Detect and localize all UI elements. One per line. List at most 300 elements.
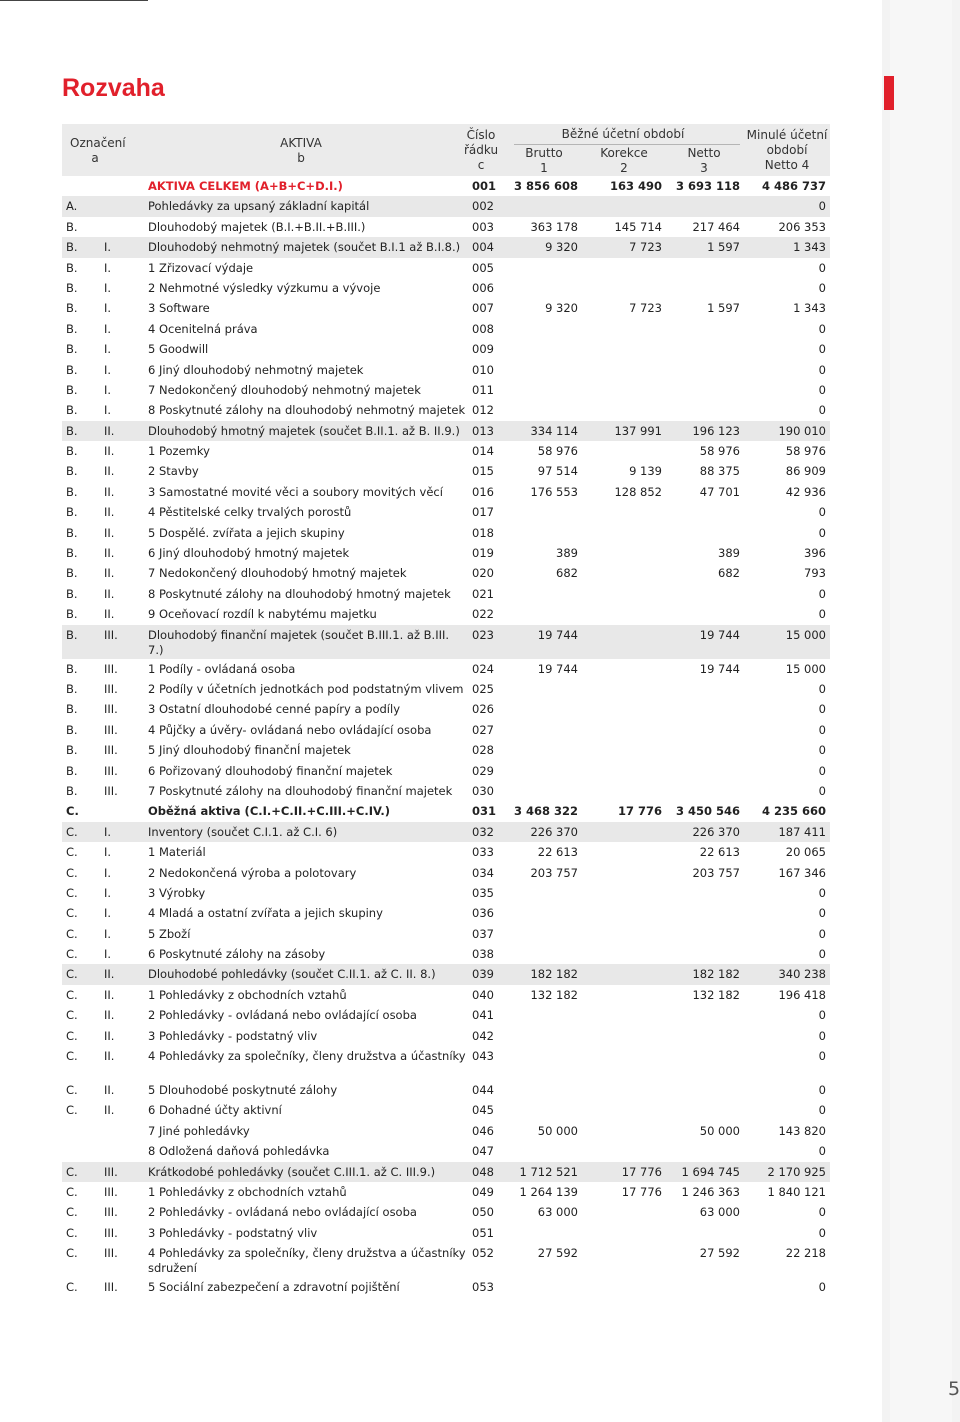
cell-oznaceni: C. [66,1049,78,1064]
cell-oznaceni: C. [66,1083,78,1098]
cell-aktiva-name: 2 Nehmotné výsledky výzkumu a vývoje [148,280,381,295]
table-row [62,801,830,821]
cell-minule: 0 [818,1008,826,1023]
cell-oznaceni: C. [66,865,78,880]
cell-minule: 20 065 [785,845,826,860]
cell-minule: 0 [818,906,826,921]
table-row [62,1005,830,1025]
cell-radek: 052 [472,1246,494,1261]
cell-netto: 1 246 363 [681,1184,740,1199]
cell-brutto: 182 182 [530,967,578,982]
table-row [62,1100,830,1120]
cell-radek: 040 [472,987,494,1002]
cell-oznaceni: B. [66,525,78,540]
cell-brutto: 27 592 [537,1246,578,1261]
cell-minule: 0 [818,1205,826,1220]
table-row [62,761,830,781]
table-row [62,625,830,659]
table-row [62,421,830,441]
cell-subgroup: II. [104,987,115,1002]
cell-minule: 0 [818,1083,826,1098]
cell-netto: 1 597 [707,240,740,255]
cell-oznaceni: B. [66,627,78,642]
top-rule [0,0,148,1]
cell-radek: 035 [472,885,494,900]
cell-radek: 010 [472,362,494,377]
cell-aktiva-name: 2 Stavby [148,464,199,479]
cell-subgroup: III. [104,722,118,737]
cell-aktiva-name: 4 Pohledávky za společníky, členy družstva a účastníky [148,1049,466,1064]
header-brutto: Brutto 1 [525,146,563,175]
cell-minule: 4 235 660 [761,804,826,819]
cell-radek: 022 [472,607,494,622]
cell-oznaceni: C. [66,987,78,1002]
cell-subgroup: III. [104,661,118,676]
cell-brutto: 9 320 [545,240,578,255]
cell-subgroup: III. [104,783,118,798]
cell-korekce: 137 991 [614,423,662,438]
cell-aktiva-name: 2 Nedokončená výroba a polotovary [148,865,357,880]
cell-subgroup: III. [104,1280,118,1295]
cell-brutto: 3 856 608 [513,179,578,193]
cell-brutto: 363 178 [530,219,578,234]
cell-netto: 63 000 [699,1205,740,1220]
table-row [62,842,830,862]
cell-oznaceni: B. [66,566,78,581]
cell-brutto: 682 [556,566,578,581]
cell-aktiva-name: 3 Pohledávky - podstatný vliv [148,1028,318,1043]
cell-minule: 0 [818,1144,826,1159]
cell-brutto: 63 000 [537,1205,578,1220]
cell-aktiva-name: 3 Výrobky [148,885,206,900]
table-row [62,196,830,216]
cell-minule: 4 486 737 [761,179,826,193]
cell-oznaceni: C. [66,1225,78,1240]
table-row [62,482,830,502]
cell-korekce: 7 723 [629,301,662,316]
table-row [62,563,830,583]
cell-minule: 0 [818,1225,826,1240]
cell-oznaceni: B. [66,722,78,737]
cell-oznaceni: C. [66,1246,78,1261]
cell-subgroup: I. [104,824,112,839]
cell-brutto: 1 264 139 [519,1184,578,1199]
cell-minule: 0 [818,362,826,377]
cell-subgroup: II. [104,1103,115,1118]
cell-radek: 041 [472,1008,494,1023]
cell-oznaceni: B. [66,362,78,377]
cell-minule: 0 [818,743,826,758]
cell-minule: 143 820 [778,1123,826,1138]
cell-brutto: 50 000 [537,1123,578,1138]
header-aktiva: AKTIVA b [280,136,322,165]
cell-minule: 340 238 [778,967,826,982]
cell-netto: 196 123 [692,423,740,438]
cell-aktiva-name: Dlouhodobý hmotný majetek (součet B.II.1. až B. II.9.) [148,423,460,438]
cell-radek: 003 [472,219,494,234]
cell-brutto: 176 553 [530,484,578,499]
cell-radek: 019 [472,546,494,561]
cell-aktiva-name: 2 Pohledávky - ovládaná nebo ovládající osoba [148,1008,417,1023]
cell-subgroup: II. [104,1049,115,1064]
cell-radek: 037 [472,926,494,941]
cell-minule: 58 976 [785,444,826,459]
cell-netto: 22 613 [699,845,740,860]
cell-netto: 88 375 [699,464,740,479]
table-row [62,1277,830,1297]
cell-subgroup: II. [104,444,115,459]
cell-radek: 047 [472,1144,494,1159]
cell-oznaceni: C. [66,885,78,900]
cell-radek: 009 [472,342,494,357]
table-row [62,1162,830,1182]
cell-minule: 0 [818,586,826,601]
cell-aktiva-name: 5 Jiný dlouhodobý finančnÍ majetek [148,743,351,758]
cell-aktiva-name: 7 Poskytnuté zálohy na dlouhodobý finanční majetek [148,783,453,798]
table-row [62,924,830,944]
cell-netto: 203 757 [692,865,740,880]
cell-aktiva-name: 6 Poskytnuté zálohy na zásoby [148,947,326,962]
cell-minule: 0 [818,403,826,418]
cell-subgroup: I. [104,280,112,295]
cell-oznaceni: B. [66,301,78,316]
cell-oznaceni: C. [66,1164,78,1179]
table-row [62,380,830,400]
cell-subgroup: I. [104,926,112,941]
cell-minule: 15 000 [785,661,826,676]
table-row [62,1026,830,1046]
cell-minule: 0 [818,342,826,357]
cell-brutto: 226 370 [530,824,578,839]
cell-radek: 031 [472,804,497,819]
cell-subgroup: III. [104,1184,118,1199]
cell-korekce: 9 139 [629,464,662,479]
cell-subgroup: III. [104,1225,118,1240]
cell-brutto: 19 744 [537,627,578,642]
cell-minule: 0 [818,681,826,696]
cell-radek: 014 [472,444,494,459]
cell-oznaceni: B. [66,607,78,622]
cell-minule: 167 346 [778,865,826,880]
cell-minule: 0 [818,763,826,778]
cell-oznaceni: C. [66,1280,78,1295]
cell-netto: 3 450 546 [675,804,740,819]
cell-minule: 0 [818,260,826,275]
cell-oznaceni: C. [66,967,78,982]
cell-oznaceni: B. [66,702,78,717]
cell-aktiva-name: Dlouhodobý finanční majetek (součet B.III.1. až B.III. 7.) [148,627,450,657]
cell-radek: 017 [472,505,494,520]
cell-radek: 013 [472,423,494,438]
cell-aktiva-name: 2 Podíly v účetních jednotkách pod podstatným vlivem [148,681,464,696]
table-row [62,258,830,278]
cell-minule: 0 [818,722,826,737]
cell-aktiva-name: 4 Půjčky a úvěry- ovládaná nebo ovládající osoba [148,722,432,737]
cell-subgroup: I. [104,947,112,962]
cell-minule: 2 170 925 [767,1164,826,1179]
cell-minule: 0 [818,321,826,336]
cell-radek: 002 [472,199,494,214]
header-cislo-radku: Číslo řádku c [463,128,499,172]
table-row [62,1046,830,1080]
page-number: 5 [948,1378,960,1400]
table-row [62,985,830,1005]
cell-radek: 034 [472,865,494,880]
cell-subgroup: II. [104,566,115,581]
cell-aktiva-name: 2 Pohledávky - ovládaná nebo ovládající osoba [148,1205,417,1220]
cell-aktiva-name: AKTIVA CELKEM (A+B+C+D.I.) [148,179,343,193]
cell-oznaceni: B. [66,681,78,696]
header-korekce: Korekce 2 [600,146,648,175]
cell-netto: 47 701 [699,484,740,499]
cell-aktiva-name: 5 Goodwill [148,342,209,357]
cell-subgroup: II. [104,505,115,520]
cell-aktiva-name: 1 Pohledávky z obchodních vztahů [148,987,347,1002]
cell-brutto: 97 514 [537,464,578,479]
cell-netto: 27 592 [699,1246,740,1261]
cell-oznaceni: B. [66,423,78,438]
cell-brutto: 132 182 [530,987,578,1002]
cell-aktiva-name: Inventory (součet C.I.1. až C.I. 6) [148,824,338,839]
red-section-marker [884,76,894,110]
cell-aktiva-name: 3 Software [148,301,210,316]
cell-radek: 024 [472,661,494,676]
cell-subgroup: II. [104,586,115,601]
cell-radek: 005 [472,260,494,275]
table-row [62,1080,830,1100]
cell-minule: 0 [818,1103,826,1118]
cell-subgroup: III. [104,1164,118,1179]
cell-aktiva-name: 1 Zřizovací výdaje [148,260,254,275]
cell-netto: 682 [718,566,740,581]
table-row [62,523,830,543]
cell-netto: 1 694 745 [681,1164,740,1179]
right-margin-band [882,0,960,1422]
table-row [62,176,830,196]
cell-oznaceni: C. [66,1205,78,1220]
table-row [62,863,830,883]
cell-korekce: 17 776 [621,1164,662,1179]
table-row [62,1223,830,1243]
cell-oznaceni: B. [66,240,78,255]
table-row [62,1243,830,1277]
cell-netto: 132 182 [692,987,740,1002]
cell-aktiva-name: 5 Dlouhodobé poskytnuté zálohy [148,1083,338,1098]
cell-oznaceni: C. [66,824,78,839]
cell-oznaceni: B. [66,403,78,418]
cell-minule: 1 840 121 [767,1184,826,1199]
cell-aktiva-name: 8 Odložená daňová pohledávka [148,1144,330,1159]
cell-minule: 196 418 [778,987,826,1002]
cell-minule: 42 936 [785,484,826,499]
table-row [62,319,830,339]
cell-oznaceni: C. [66,1103,78,1118]
cell-minule: 1 343 [793,240,826,255]
cell-radek: 026 [472,702,494,717]
cell-radek: 038 [472,947,494,962]
cell-radek: 043 [472,1049,494,1064]
cell-subgroup: I. [104,845,112,860]
cell-minule: 0 [818,607,826,622]
cell-korekce: 17 776 [617,804,662,819]
cell-oznaceni: B. [66,280,78,295]
cell-oznaceni: B. [66,661,78,676]
cell-radek: 049 [472,1184,494,1199]
table-row [62,339,830,359]
cell-subgroup: I. [104,342,112,357]
cell-korekce: 7 723 [629,240,662,255]
cell-minule: 0 [818,199,826,214]
cell-minule: 206 353 [778,219,826,234]
cell-radek: 033 [472,845,494,860]
cell-radek: 018 [472,525,494,540]
cell-subgroup: II. [104,1028,115,1043]
cell-subgroup: I. [104,403,112,418]
cell-aktiva-name: 4 Ocenitelná práva [148,321,258,336]
cell-radek: 030 [472,783,494,798]
cell-minule: 0 [818,1028,826,1043]
cell-radek: 007 [472,301,494,316]
cell-netto: 217 464 [692,219,740,234]
cell-subgroup: II. [104,484,115,499]
cell-radek: 032 [472,824,494,839]
table-row [62,237,830,257]
table-row [62,659,830,679]
cell-oznaceni: A. [66,199,78,214]
table-row [62,1202,830,1222]
cell-minule: 187 411 [778,824,826,839]
cell-minule: 0 [818,702,826,717]
cell-radek: 029 [472,763,494,778]
cell-aktiva-name: 6 Jiný dlouhodobý nehmotný majetek [148,362,364,377]
cell-oznaceni: B. [66,743,78,758]
table-row [62,740,830,760]
cell-aktiva-name: Dlouhodobý nehmotný majetek (součet B.I.1 až B.I.8.) [148,240,461,255]
table-row [62,1182,830,1202]
cell-oznaceni: B. [66,219,78,234]
cell-subgroup: II. [104,525,115,540]
cell-aktiva-name: 4 Pěstitelské celky trvalých porostů [148,505,352,520]
cell-aktiva-name: 5 Sociální zabezpečení a zdravotní pojištění [148,1280,400,1295]
cell-radek: 020 [472,566,494,581]
cell-brutto: 3 468 322 [513,804,578,819]
table-row [62,217,830,237]
cell-radek: 048 [472,1164,494,1179]
cell-aktiva-name: 7 Jiné pohledávky [148,1123,250,1138]
cell-aktiva-name: 4 Pohledávky za společníky, členy družstva a účastníky sdružení [148,1246,466,1276]
cell-aktiva-name: 9 Oceňovací rozdíl k nabytému majetku [148,607,377,622]
table-row [62,720,830,740]
cell-radek: 001 [472,179,497,193]
cell-oznaceni: C. [66,1184,78,1199]
cell-minule: 22 218 [785,1246,826,1261]
table-row [62,679,830,699]
cell-oznaceni: B. [66,321,78,336]
cell-oznaceni: B. [66,444,78,459]
cell-netto: 58 976 [699,444,740,459]
cell-radek: 036 [472,906,494,921]
cell-brutto: 203 757 [530,865,578,880]
cell-oznaceni: B. [66,505,78,520]
cell-brutto: 9 320 [545,301,578,316]
cell-subgroup: III. [104,627,118,642]
cell-korekce: 17 776 [621,1184,662,1199]
header-divider [514,144,740,145]
cell-subgroup: I. [104,301,112,316]
cell-minule: 0 [818,926,826,941]
cell-minule: 0 [818,885,826,900]
cell-subgroup: II. [104,967,115,982]
cell-minule: 0 [818,947,826,962]
cell-oznaceni: B. [66,763,78,778]
table-row [62,1141,830,1161]
table-row [62,903,830,923]
cell-aktiva-name: 6 Jiný dlouhodobý hmotný majetek [148,546,350,561]
cell-subgroup: I. [104,362,112,377]
cell-radek: 027 [472,722,494,737]
cell-radek: 021 [472,586,494,601]
cell-aktiva-name: 6 Dohadné účty aktivní [148,1103,282,1118]
cell-radek: 053 [472,1280,494,1295]
header-oznaceni: Označení a [70,136,126,165]
cell-subgroup: II. [104,1083,115,1098]
table-row [62,400,830,420]
cell-netto: 226 370 [692,824,740,839]
cell-aktiva-name: 8 Poskytnuté zálohy na dlouhodobý nehmotný majetek [148,403,466,418]
cell-subgroup: I. [104,240,112,255]
cell-radek: 016 [472,484,494,499]
cell-brutto: 334 114 [530,423,578,438]
cell-oznaceni: B. [66,586,78,601]
cell-oznaceni: C. [66,804,79,819]
cell-aktiva-name: Pohledávky za upsaný základní kapitál [148,199,370,214]
table-row [62,502,830,522]
cell-aktiva-name: 6 Pořizovaný dlouhodobý finanční majetek [148,763,393,778]
cell-netto: 19 744 [699,661,740,676]
table-row [62,543,830,563]
cell-subgroup: II. [104,1008,115,1023]
cell-radek: 006 [472,280,494,295]
page-title: Rozvaha [62,74,165,102]
cell-oznaceni: B. [66,783,78,798]
cell-oznaceni: B. [66,484,78,499]
cell-aktiva-name: 7 Nedokončený dlouhodobý nehmotný majetek [148,382,421,397]
table-row [62,298,830,318]
cell-korekce: 145 714 [614,219,662,234]
cell-aktiva-name: Oběžná aktiva (C.I.+C.II.+C.III.+C.IV.) [148,804,391,819]
cell-aktiva-name: 3 Ostatní dlouhodobé cenné papíry a podíly [148,702,401,717]
cell-radek: 046 [472,1123,494,1138]
cell-minule: 15 000 [785,627,826,642]
table-row [62,883,830,903]
header-bezne-obdobi: Běžné účetní období [561,127,685,141]
cell-radek: 044 [472,1083,494,1098]
cell-aktiva-name: 3 Pohledávky - podstatný vliv [148,1225,318,1240]
cell-korekce: 128 852 [614,484,662,499]
cell-radek: 051 [472,1225,494,1240]
cell-netto: 389 [718,546,740,561]
cell-radek: 028 [472,743,494,758]
cell-oznaceni: C. [66,1008,78,1023]
cell-radek: 025 [472,681,494,696]
cell-minule: 86 909 [785,464,826,479]
cell-aktiva-name: 8 Poskytnuté zálohy na dlouhodobý hmotný majetek [148,586,451,601]
cell-netto: 50 000 [699,1123,740,1138]
table-row [62,360,830,380]
cell-minule: 0 [818,280,826,295]
cell-subgroup: I. [104,865,112,880]
cell-brutto: 19 744 [537,661,578,676]
